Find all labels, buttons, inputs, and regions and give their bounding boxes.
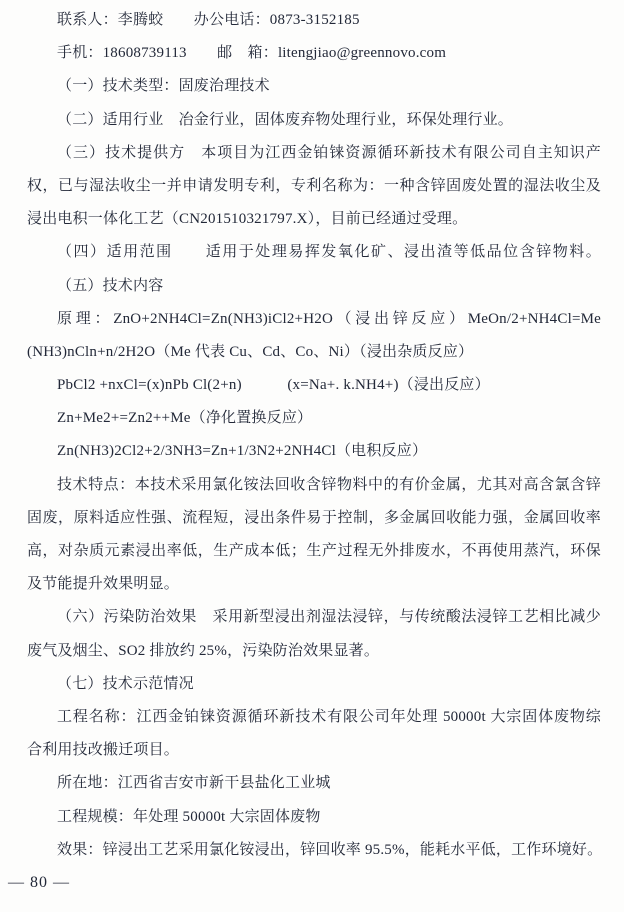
displacement-formula-line: Zn+Me2+=Zn2++Me（净化置换反应） <box>57 410 313 427</box>
electrowinning-formula-line: Zn(NH3)2Cl2+2/3NH3=Zn+1/3N2+2NH4Cl（电积反应） <box>57 443 428 460</box>
tech-features-line-4: 及节能提升效果明显。 <box>27 576 180 593</box>
section-6-pollution-line-1: （六）污染防治效果 采用新型浸出剂湿法浸锌，与传统酸法浸锌工艺相比减少 <box>57 609 601 626</box>
project-name-line-1: 工程名称：江西金铂铼资源循环新技术有限公司年处理 50000t 大宗固体废物综 <box>57 708 601 725</box>
contact-phone-email-line: 手机：18608739113 邮 箱：litengjiao@greennovo.com <box>57 45 447 62</box>
principle-formula-line-1: 原理：ZnO+2NH4Cl=Zn(NH3)iCl2+H2O（浸出锌反应）MeOn/2+NH4Cl=Me <box>57 310 601 327</box>
section-5-tech-content-heading: （五）技术内容 <box>57 277 164 294</box>
project-location-line: 所在地：江西省吉安市新干县盐化工业城 <box>57 775 331 792</box>
section-3-tech-provider-line-3: 浸出电积一体化工艺（CN201510321797.X），目前已经通过受理。 <box>27 211 468 228</box>
section-3-tech-provider-line-2: 权，已与湿法收尘一并申请发明专利，专利名称为：一种含锌固废处置的湿法收尘及 <box>27 177 601 194</box>
section-4-applicable-scope: （四）适用范围 适用于处理易挥发氧化矿、浸出渣等低品位含锌物料。 <box>57 244 601 261</box>
project-name-line-2: 合利用技改搬迁项目。 <box>27 742 180 759</box>
section-2-applicable-industry: （二）适用行业 冶金行业，固体废弃物处理行业，环保处理行业。 <box>57 111 514 128</box>
project-effect-line: 效果：锌浸出工艺采用氯化铵浸出，锌回收率 95.5%，能耗水平低，工作环境好。 <box>57 841 603 858</box>
contact-person-line: 联系人：李腾蛟 办公电话：0873-3152185 <box>57 12 360 28</box>
tech-features-line-1: 技术特点：本技术采用氯化铵法回收含锌物料中的有价金属，尤其对高含氯含锌 <box>57 476 601 493</box>
page-number: — 80 — <box>8 873 70 891</box>
tech-features-line-3: 高，对杂质元素浸出率低，生产成本低；生产过程无外排废水，不再使用蒸汽，环保 <box>27 543 601 559</box>
lead-leach-formula-line: PbCl2 +nxCl=(x)nPb Cl(2+n) (x=Na+. k.NH4+)（浸出反应） <box>57 377 490 394</box>
project-scale-line: 工程规模：年处理 50000t 大宗固体废物 <box>57 808 321 825</box>
section-6-pollution-line-2: 废气及烟尘、SO2 排放约 25%，污染防治效果显著。 <box>27 642 380 659</box>
tech-features-line-2: 固废，原料适应性强、流程短，浸出条件易于控制，多金属回收能力强，金属回收率 <box>27 509 601 526</box>
principle-formula-line-2: (NH3)nCln+n/2H2O（Me 代表 Cu、Cd、Co、Ni）（浸出杂质反应） <box>27 343 474 360</box>
section-7-demo-heading: （七）技术示范情况 <box>57 675 194 692</box>
section-1-tech-type: （一）技术类型：固废治理技术 <box>57 78 270 95</box>
section-3-tech-provider-line-1: （三）技术提供方 本项目为江西金铂铼资源循环新技术有限公司自主知识产 <box>57 144 601 161</box>
